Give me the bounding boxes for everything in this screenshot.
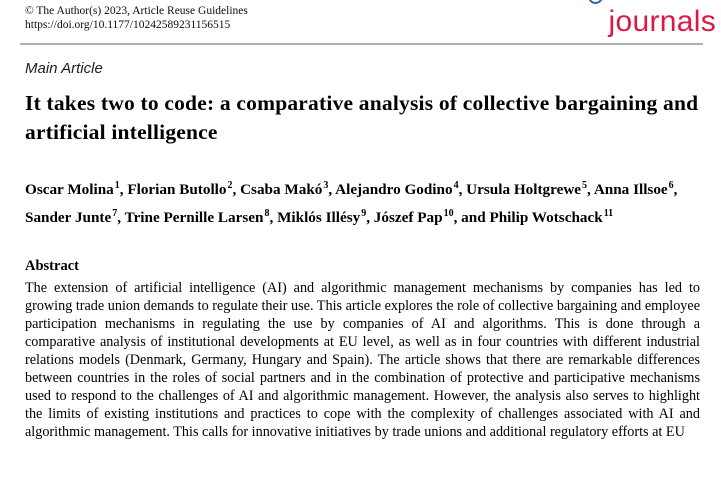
author-list: Oscar Molina$^1$, Florian Butollo$^2$, Csaba Makó$^3$, Alejandro Godino$^4$, Ursula Holtgrewe$^5$, Anna Illsoe$^6$, Sander Junte$^7$, Trine Pernille Larsen$^8$, Miklós Illésy$^9$, Jószef Pap$^{10}$, and Philip Wotschack$^{11}$ bbox=[25, 179, 678, 226]
article-meta bbox=[25, 4, 248, 32]
doi-link[interactable]: https://doi.org/10.1177/10242589231156515 bbox=[25, 19, 231, 31]
author-name: Trine Pernille Larsen bbox=[124, 209, 264, 226]
copyright-line bbox=[25, 4, 248, 18]
author-affiliation-sup: 6 bbox=[668, 179, 674, 191]
author-name: Ursula Holtgrewe bbox=[466, 181, 582, 198]
author-name: Florian Butollo bbox=[127, 181, 227, 198]
author-name: Oscar Molina bbox=[25, 181, 114, 198]
article-type-label: Main Article bbox=[25, 60, 103, 77]
article-title: It takes two to code: a comparative analysis of collective bargaining and artificial intelligence bbox=[25, 91, 699, 144]
author-name: Miklós Illésy bbox=[277, 209, 361, 226]
abstract-text: The extension of artificial intelligence (AI) and algorithmic management mechanisms by companies has led to growing trade union demands to regulate their use. This article explores the role of collective bargaining and employee participation mechanisms in regulating the use by companies of AI and algorithms. This is done through a comparative analysis of institutional developments at EU level, as well as in four countries with different industrial relations models (Denmark, Germany, Hungary and Spain). The article shows that there are remarkable differences between countries in the roles of social partners and in the combination of protective and participative mechanisms used to respond to the challenges of AI and algorithmic management. However, the analysis also serves to highlight the limits of existing institutions and practices to cope with the complexity of challenges associated with AI and algorithmic management. This calls for innovative initiatives by trade unions and additional regulatory efforts at EU bbox=[25, 280, 700, 440]
author-affiliation-sup: 3 bbox=[323, 179, 329, 191]
author-affiliation-sup: 7 bbox=[112, 207, 118, 219]
copyright-text: © The Author(s) 2023, bbox=[25, 5, 133, 17]
header-divider bbox=[20, 43, 703, 45]
author-name: Philip Wotschack bbox=[489, 209, 603, 226]
author-affiliation-sup: 9 bbox=[361, 207, 367, 219]
journals-wordmark: journals bbox=[608, 5, 716, 38]
author-affiliation-sup: 11 bbox=[603, 207, 614, 219]
author-affiliation-sup: 1 bbox=[114, 179, 120, 191]
author-name: Alejandro Godino bbox=[335, 181, 453, 198]
doi-line bbox=[25, 18, 248, 32]
author-name: Sander Junte bbox=[25, 209, 112, 226]
author-name: Csaba Makó bbox=[240, 181, 323, 198]
author-name: Anna Illsoe bbox=[593, 181, 668, 198]
article-content bbox=[25, 60, 700, 441]
author-affiliation-sup: 10 bbox=[443, 207, 454, 219]
sage-logo-arc-icon bbox=[588, 0, 603, 4]
journals-logo[interactable] bbox=[609, 0, 716, 37]
abstract-heading: Abstract bbox=[25, 258, 79, 274]
author-affiliation-sup: 5 bbox=[582, 179, 588, 191]
author-affiliation-sup: 4 bbox=[453, 179, 459, 191]
author-affiliation-sup: 2 bbox=[227, 179, 233, 191]
author-affiliation-sup: 8 bbox=[264, 207, 270, 219]
reuse-guidelines-link[interactable]: Article Reuse Guidelines bbox=[132, 5, 248, 17]
author-name: Jószef Pap bbox=[373, 209, 443, 226]
